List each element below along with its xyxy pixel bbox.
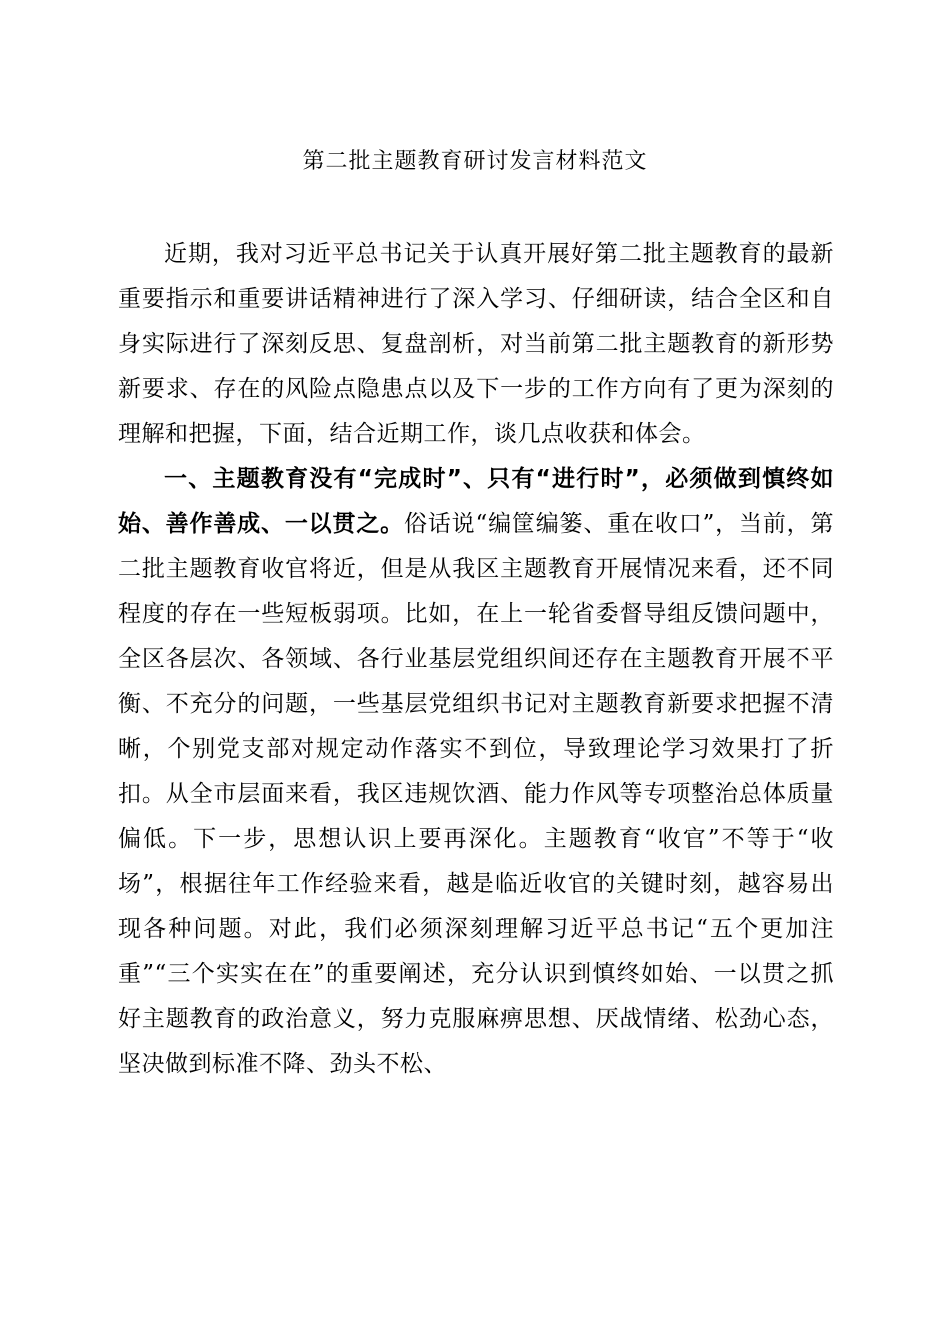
intro-paragraph: 近期，我对习近平总书记关于认真开展好第二批主题教育的最新重要指示和重要讲话精神进行了深入学习、仔细研读，结合全区和自身实际进行了深刻反思、复盘剖析，对当前第二批主题教育的新形势新要求、存在的风险点隐患点以及下一步的工作方向有了更为深刻的理解和把握，下面，结合近期工作，谈几点收获和体会。: [118, 241, 834, 447]
section-one-heading: 一、主题教育没有“完成时”、只有“进行时”，必须做到慎终如始、善作善成、一以贯之。: [118, 466, 834, 537]
document-body: [118, 232, 834, 1087]
section-one-paragraph: [118, 457, 834, 1087]
document-title: 第二批主题教育研讨发言材料范文: [302, 149, 648, 174]
section-one-body: 俗话说“编筐编篓、重在收口”，当前，第二批主题教育收官将近，但是从我区主题教育开展情况来看，还不同程度的存在一些短板弱项。比如，在上一轮省委督导组反馈问题中，全区各层次、各领域、各行业基层党组织间还存在主题教育开展不平衡、不充分的问题，一些基层党组织书记对主题教育新要求把握不清晰，个别党支部对规定动作落实不到位，导致理论学习效果打了折扣。从全市层面来看，我区违规饮酒、能力作风等专项整治总体质量偏低。下一步，思想认识上要再深化。主题教育“收官”不等于“收场”，根据往年工作经验来看，越是临近收官的关键时刻，越容易出现各种问题。对此，我们必须深刻理解习近平总书记“五个更加注重”“三个实实在在”的重要阐述，充分认识到慎终如始、一以贯之抓好主题教育的政治意义，努力克服麻痹思想、厌战情绪、松劲心态，坚决做到标准不降、劲头不松、: [118, 511, 834, 1077]
